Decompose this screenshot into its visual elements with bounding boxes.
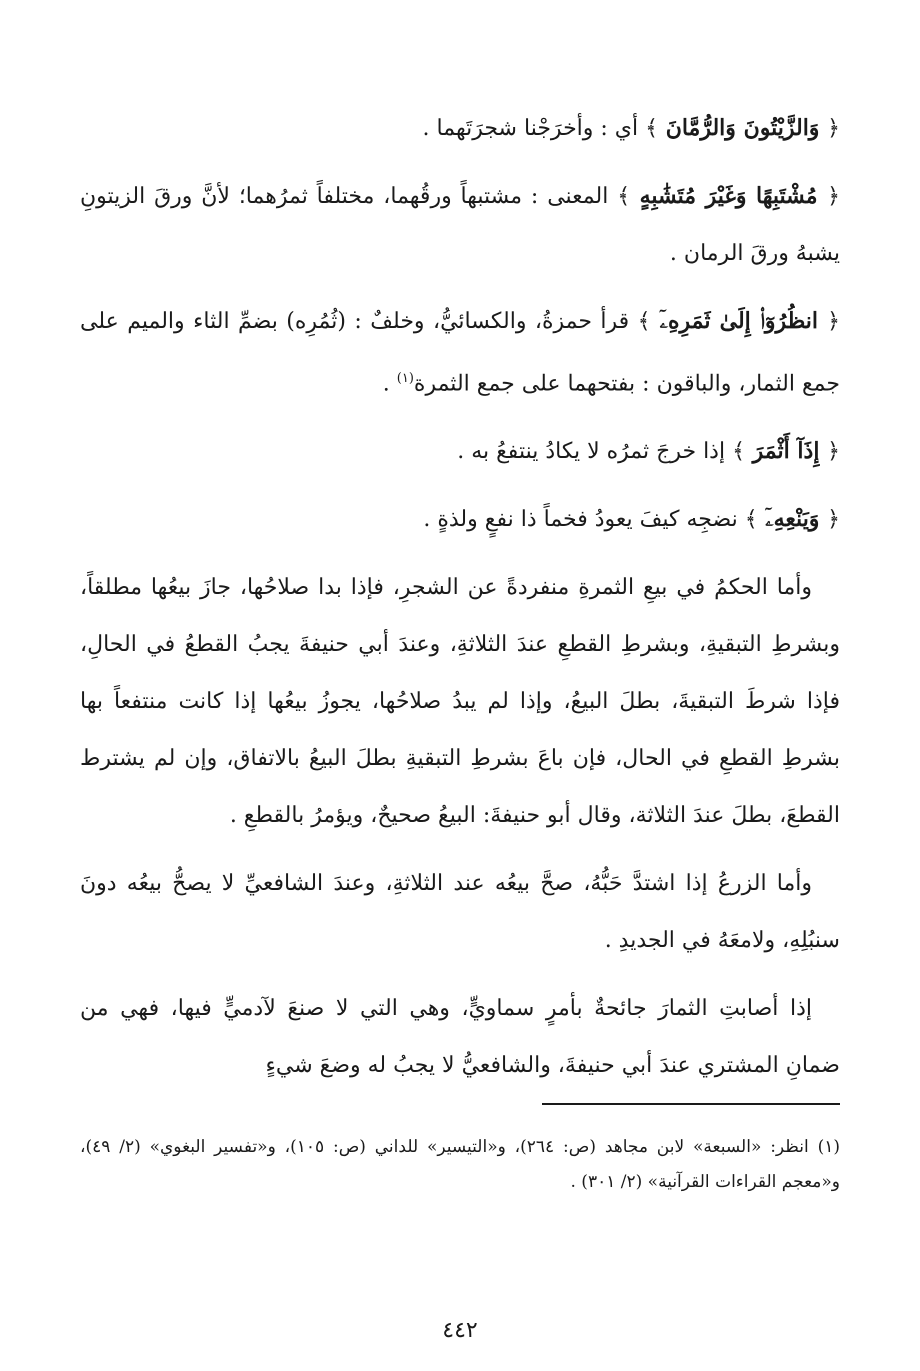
commentary: أي : وأخرَجْنا شجرَتَهما . — [422, 116, 646, 141]
quran-verse: ﴿ مُشْتَبِهًا وَغَيْرَ مُتَشَٰبِهٍ ﴾ — [617, 183, 840, 209]
quran-entry-1 — [80, 100, 840, 157]
paragraph-crop-sale-ruling: وأما الزرعُ إذا اشتدَّ حَبُّهُ، صحَّ بيعُه عند الثلاثةِ، وعندَ الشافعيِّ لا يصحُّ بيعُه دونَ سنبُلِهِ، ولامعَهُ في الجديدِ . — [80, 871, 840, 954]
commentary: قرأ حمزةُ، والكسائيُّ، وخلفٌ : (ثُمُرِه) بضمِّ الثاء والميم على جمع الثمار، والباقون : بفتحهما على جمع الثمرة — [80, 309, 840, 397]
footnote-text: انظر: «السبعة» لابن مجاهد (ص: ٢٦٤)، و«التيسير» للداني (ص: ١٠٥)، و«تفسير البغوي» (٢/ ٤٩)، و«معجم القراءات القرآنية» (٢/ ٣٠١) . — [80, 1137, 840, 1192]
quran-entry-3: ﴿ انظُرُوٓا۟ إِلَىٰ ثَمَرِهِۦٓ ﴾ قرأ حمزةُ، والكسائيُّ، وخلفٌ : (ثُمُرِه) بضمِّ الثاء والميم على جمع الثمار، والباقون : بفتحهما على جمع الثمرة$^{(١)}$ . — [80, 308, 840, 397]
commentary: نضجِه كيفَ يعودُ فخماً ذا نفعٍ ولذةٍ . — [423, 507, 745, 533]
quran-entry-5 — [80, 491, 840, 548]
paragraph-crop-damage-ruling: إذا أصابتِ الثمارَ جائحةٌ بأمرٍ سماويٍّ، وهي التي لا صنعَ لآدميٍّ فيها، فهي من ضمانِ المشتري عندَ أبي حنيفةَ، والشافعيُّ لا يجبُ له وضعَ شيءٍ — [80, 996, 840, 1079]
commentary: إذا خرجَ ثمرُه لا يكادُ ينتفعُ به . — [457, 439, 733, 465]
quran-verse: ﴿ إِذَآ أَثْمَرَ ﴾ — [732, 438, 840, 465]
footnote — [80, 1130, 840, 1200]
footnote-divider — [542, 1103, 840, 1105]
quran-verse: ﴿ وَيَنْعِهِۦٓ ﴾ — [744, 506, 840, 533]
paragraph-fruit-sale-ruling: وأما الحكمُ في بيعِ الثمرةِ منفردةً عن الشجرِ، فإذا بدا صلاحُها، جازَ بيعُها مطلقاً، وبشرطِ التبقيةِ، وبشرطِ القطعِ عندَ الثلاثةِ، وعندَ أبي حنيفةَ يجبُ القطعُ في الحالِ، فإذا شرطَ التبقيةَ، بطلَ البيعُ، وإذا لم يبدُ صلاحُها، يجوزُ بيعُها إذا كانت منتفعاً بها بشرطِ القطعِ في الحال، فإن باعَ بشرطِ التبقيةِ بطلَ البيعُ بالاتفاق، وإن لم يشترط القطعَ، بطلَ عندَ الثلاثة، وقال أبو حنيفةَ: البيعُ صحيحٌ، ويؤمرُ بالقطعِ . — [80, 575, 840, 829]
main-text — [80, 100, 840, 1105]
quran-entry-4 — [80, 423, 840, 480]
quran-entry-2 — [80, 168, 840, 282]
footnote-marker: (١) — [817, 1137, 840, 1157]
footnote-reference: (١) — [396, 371, 414, 386]
commentary: المعنى : مشتبهاً ورقُهما، مختلفاً ثمرُهما؛ لأنَّ ورقَ الزيتونِ يشبهُ ورقَ الرمان . — [80, 184, 840, 266]
page-number: ٤٤٢ — [442, 1318, 478, 1343]
quran-verse: ﴿ انظُرُوٓا۟ إِلَىٰ ثَمَرِهِۦٓ ﴾ — [637, 308, 840, 334]
quran-verse: ﴿ وَالزَّيْتُونَ وَالرُّمَّانَ ﴾ — [645, 115, 840, 141]
